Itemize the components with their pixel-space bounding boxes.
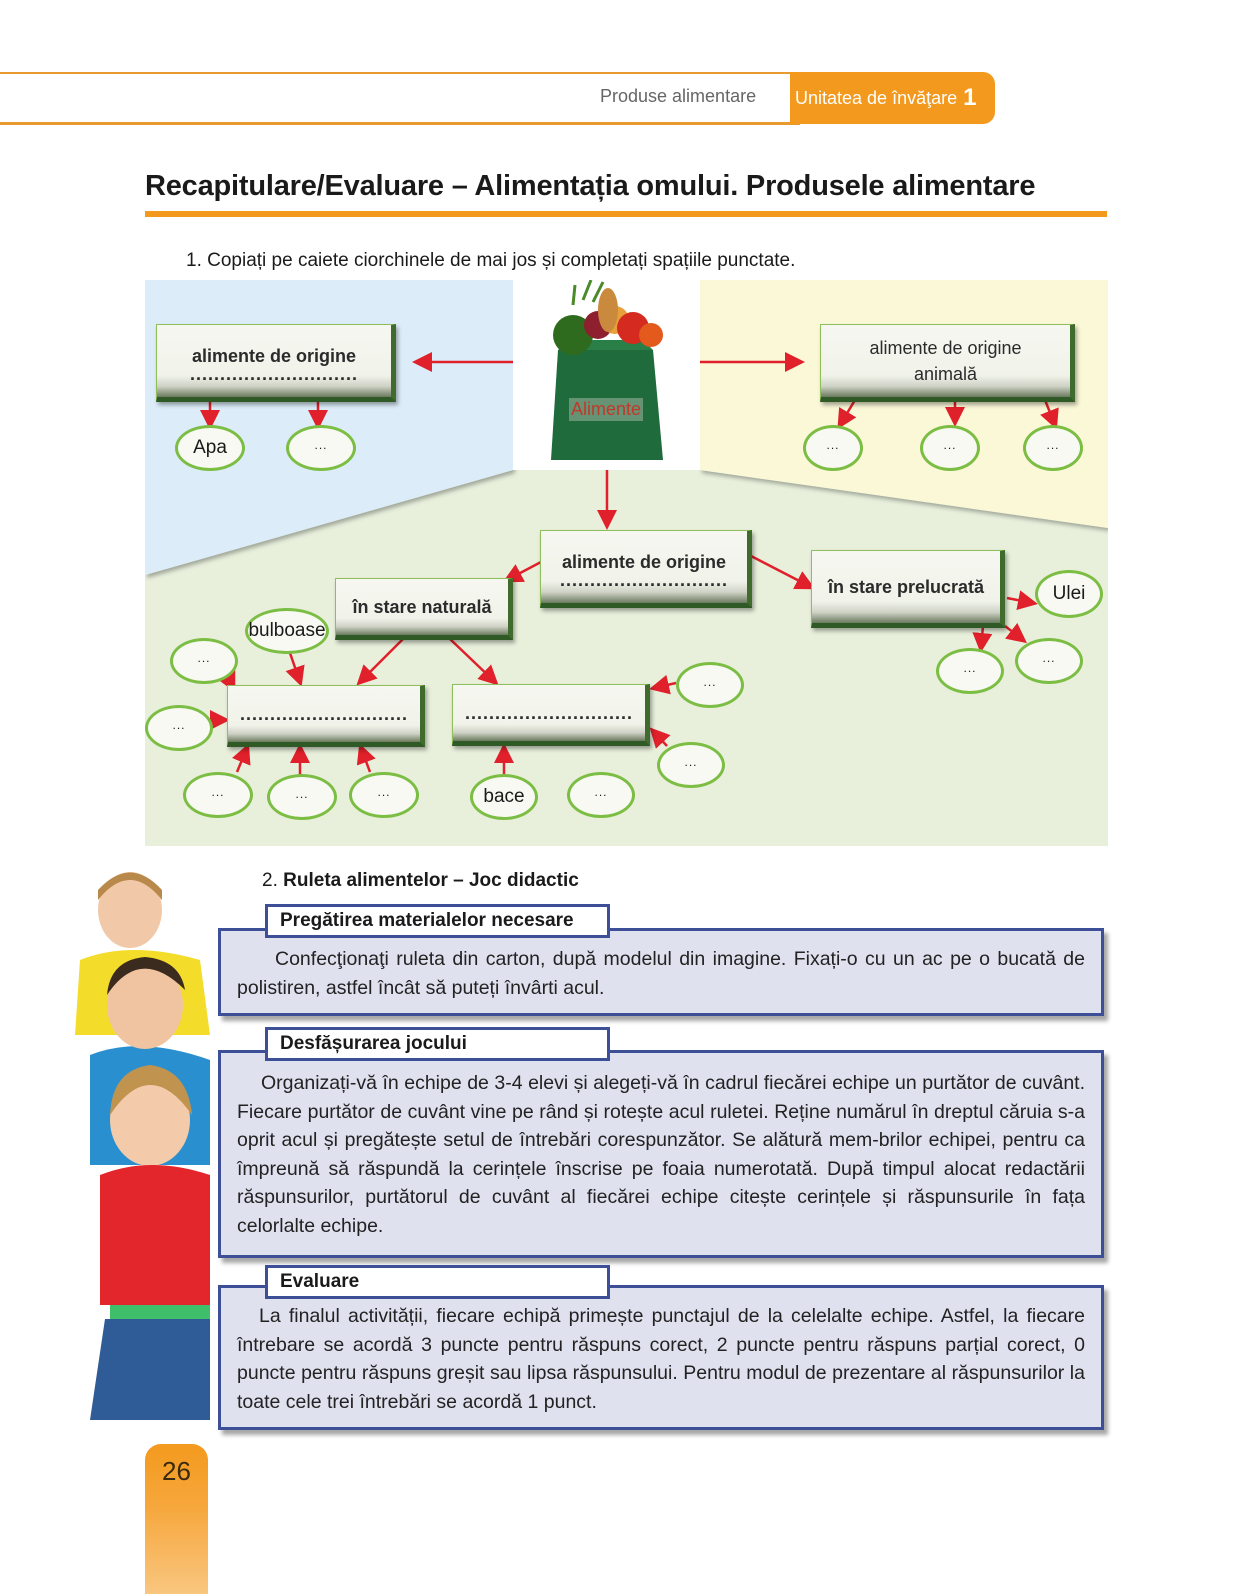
leaf-blank: ... (803, 425, 863, 471)
exercise2-title: Ruleta alimentelor – Joc didactic (283, 870, 579, 891)
panel-tab-preparation: Pregătirea materialelor necesare (265, 904, 610, 938)
grocery-bag-icon (513, 280, 700, 470)
leaf-bace: bace (470, 774, 538, 820)
children-illustration-icon (70, 865, 220, 1420)
leaf-blank: ... (267, 774, 337, 820)
leaf-blank: ... (183, 772, 253, 818)
header-subject: Produse alimentare (600, 86, 757, 106)
node-blank-right (452, 684, 650, 746)
panel-evaluation (218, 1285, 1104, 1430)
leaf-blank: ... (1023, 425, 1083, 471)
unit-badge (790, 72, 995, 124)
node-text: alimente de origine (561, 552, 727, 572)
leaf-apa: Apa (175, 425, 245, 471)
page-title: Recapitulare/Evaluare – Alimentația omului. Produsele alimentare (145, 170, 1036, 202)
node-origin-bottom (540, 530, 752, 608)
header-rule-bottom (0, 122, 800, 125)
panel-gameplay (218, 1050, 1104, 1258)
leaf-blank: ... (657, 742, 725, 788)
node-text: animală (913, 364, 978, 384)
blank-dots: ............................ (189, 364, 359, 384)
exercise2-number: 2. (262, 870, 278, 891)
concept-map-diagram (145, 280, 1108, 846)
panel-preparation (218, 928, 1104, 1016)
title-underline (145, 211, 1107, 217)
unit-number: 1 (963, 84, 977, 111)
leaf-blank: ... (145, 705, 213, 751)
unit-label: Unitatea de învăţare (795, 87, 958, 108)
node-origin-left (156, 324, 396, 402)
node-processed-state: în stare prelucrată (811, 550, 1005, 628)
leaf-bulboase: bulboase (245, 608, 329, 654)
panel-text: La finalul activității, fiecare echipă primește punctajul de la celelalte echipe. Astfel, la fiecare întrebare se acordă 3 puncte pentru răspuns corect, 2 puncte pentru răspuns parțial corect, 0 puncte pentru răspuns greșit sau lipsa răspunsului. Pentru modul de prezentare al răspunsurilor la toate cele trei întrebări se acordă 1 punct. (237, 1305, 1085, 1413)
blank-dots: ............................ (559, 570, 729, 590)
center-node-label: Alimente (571, 399, 642, 419)
node-text: alimente de origine (191, 346, 357, 366)
leaf-blank: ... (170, 638, 238, 684)
node-natural-state: în stare naturală (335, 578, 513, 640)
leaf-ulei: Ulei (1035, 570, 1103, 618)
panel-text: Organizați-vă în echipe de 3-4 elevi și alegeți-vă în cadrul fiecărei echipe un purtător de cuvânt. Fiecare purtător de cuvânt vine pe rând și rotește acul ruletei. Reține numărul în dreptul căruia s-a oprit acul și pregătește setul de întrebări corespunzător. Se alătură mem-brilor echipei, pentru ca împreună să răspundă la cerințele înscrise pe foaia numerotată. După timpul alocat redactării răspunsurilor, purtătorul de cuvânt al fiecărei echipe citește cerințele și răspunsurile în fața celorlalte echipe. (237, 1072, 1085, 1237)
blank-dots: ............................ (464, 703, 634, 723)
children-photo (70, 865, 220, 1420)
header-rule-top (0, 72, 800, 74)
node-blank-left (227, 685, 425, 747)
leaf-blank: ... (349, 772, 419, 818)
blank-dots: ............................ (239, 704, 409, 724)
leaf-blank: ... (567, 772, 635, 818)
node-origin-animal (820, 324, 1075, 402)
leaf-blank: ... (676, 662, 744, 708)
page-number: 26 (162, 1456, 191, 1486)
page-number-tab (145, 1444, 208, 1594)
leaf-blank: ... (286, 425, 356, 471)
panel-text: Confecţionaţi ruleta din carton, după modelul din imagine. Fixați-o cu un ac pe o bucată de polistiren, astfel încât să puteți învârti acul. (237, 948, 1085, 999)
leaf-blank: ... (936, 648, 1004, 694)
panel-tab-gameplay: Desfășurarea jocului (265, 1027, 610, 1061)
exercise2-heading (262, 870, 579, 892)
leaf-blank: ... (1015, 638, 1083, 684)
panel-tab-evaluation: Evaluare (265, 1265, 610, 1299)
leaf-blank: ... (920, 425, 980, 471)
grocery-bag-image (513, 280, 700, 470)
exercise1-instruction: 1. Copiați pe caiete ciorchinele de mai jos și completați spațiile punctate. (186, 250, 796, 271)
node-text: alimente de origine (869, 338, 1022, 358)
